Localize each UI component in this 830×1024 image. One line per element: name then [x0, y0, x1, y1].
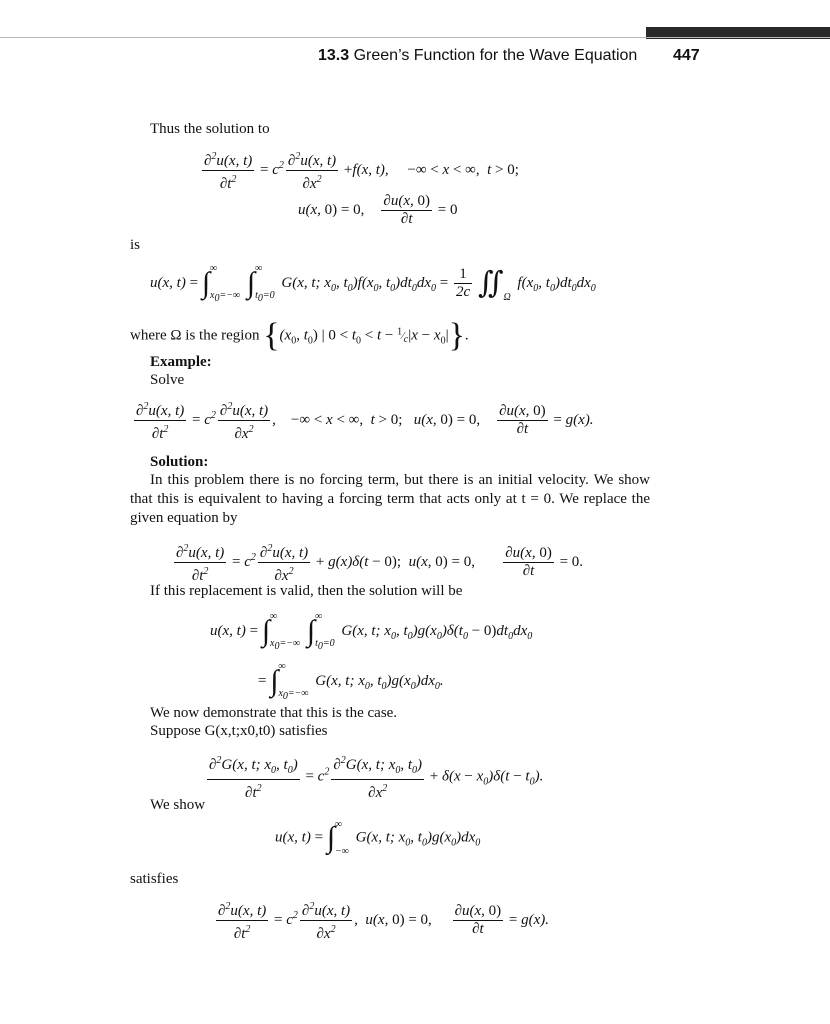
equation-replacement: $\frac{\partial^2u(x, t)}{\partial t^2}$ = $c^2$ $\frac{\partial^2u(x, t)}{\partial x^2}$ + g(x)δ(t − 0); u(x, 0) = 0, $\frac{\partial u(x, 0)}{\partial t}$ = 0.: [172, 540, 583, 585]
text-demonstrate: We now demonstrate that this is the case.: [150, 705, 398, 721]
solution-paragraph: In this problem there is no forcing term, but there is an initial velocity. We show that this is equivalent to having a forcing term that acts only at t = 0. We replace the given equation by: [130, 472, 650, 526]
equation-show-solution: u(x, t) = ∫ ∞ −∞ G(x, t; $x_0$, $t_0)g(x_0)dx_0$: [275, 819, 481, 857]
running-head: [318, 47, 637, 65]
equation-example: $\frac{\partial^2u(x, t)}{\partial t^2}$ = $c^2$ $\frac{\partial^2u(x, t)}{\partial x^2}$ , −∞ < x < ∞, t > 0; u(x, 0) = 0, $\frac{\partial u(x, 0)}{\partial t}$ = g(x).: [132, 398, 594, 443]
header-rule: [0, 37, 830, 38]
where-label: where Ω is the region: [130, 327, 260, 344]
text-we-show: We show: [150, 797, 206, 813]
text-is: is: [130, 237, 141, 253]
equation-initial-conditions: u(x, 0) = 0, $\frac{\partial u(x, 0)}{\partial t}$ = 0: [298, 193, 458, 227]
equation-green-function: $\frac{\partial^2G(x, t; x_0, t_0)}{\partial t^2}$ = $c^2$ $\frac{\partial^2G(x, t; x_0, t_0)}{\partial x^2}$ + $\delta(x - x_0)\delta(t - t_0)$.: [205, 752, 543, 802]
section-number: 13.3: [318, 47, 350, 64]
text-solve: Solve: [150, 372, 185, 388]
equation-solution-integral: u(x, t) = ∫ ∞ $x_0=-\infty$ ∫ ∞ $t_0=0$ G(x, t; $x_0$, $t_0)f(x_0$, $t_0)dt_0dx_0$ = $\frac{1}{2c}$ ∬ Ω $f(x_0$, $t_0)dt_0dx_0$: [150, 263, 596, 304]
text-where-region: where Ω is the region {($x_0$, $t_0$) | $0 < t_0 < t$ − $^1⁄_c|x - x_0|$}.: [130, 316, 469, 354]
equation-candidate-solution: u(x, t) = ∫ ∞ $x_0=-\infty$ ∫ ∞ $t_0=0$ G(x, t; $x_0$, $t_0)g(x_0)\delta(t_0 - 0)dt_0dx_0$: [210, 611, 533, 652]
equation-candidate-simplified: = ∫ ∞ $x_0=-\infty$ G(x, t; $x_0$, $t_0)g(x_0)dx_0$.: [258, 661, 444, 702]
equation-wave-forced: $\frac{\partial^2u(x, t)}{\partial t^2}$ = $c^2$ $\frac{\partial^2u(x, t)}{\partial x^2}$ +f(x, t), −∞ < x < ∞, t > 0;: [200, 148, 519, 193]
example-heading: Example:: [150, 354, 212, 370]
text-suppose: Suppose G(x,t;x0,t0) satisfies: [150, 723, 328, 739]
section-title: Green’s Function for the Wave Equation: [353, 47, 638, 64]
equation-final: $\frac{\partial^2u(x, t)}{\partial t^2}$ = $c^2$ $\frac{\partial^2u(x, t)}{\partial x^2}$ , u(x, 0) = 0, $\frac{\partial u(x, 0)}{\partial t}$ = g(x).: [214, 898, 549, 943]
text-satisfies: satisfies: [130, 871, 179, 887]
text-thus: Thus the solution to: [150, 121, 270, 137]
page-number: 447: [673, 47, 700, 64]
solution-heading: Solution:: [150, 454, 209, 470]
text-if-valid: If this replacement is valid, then the solution will be: [150, 583, 463, 599]
